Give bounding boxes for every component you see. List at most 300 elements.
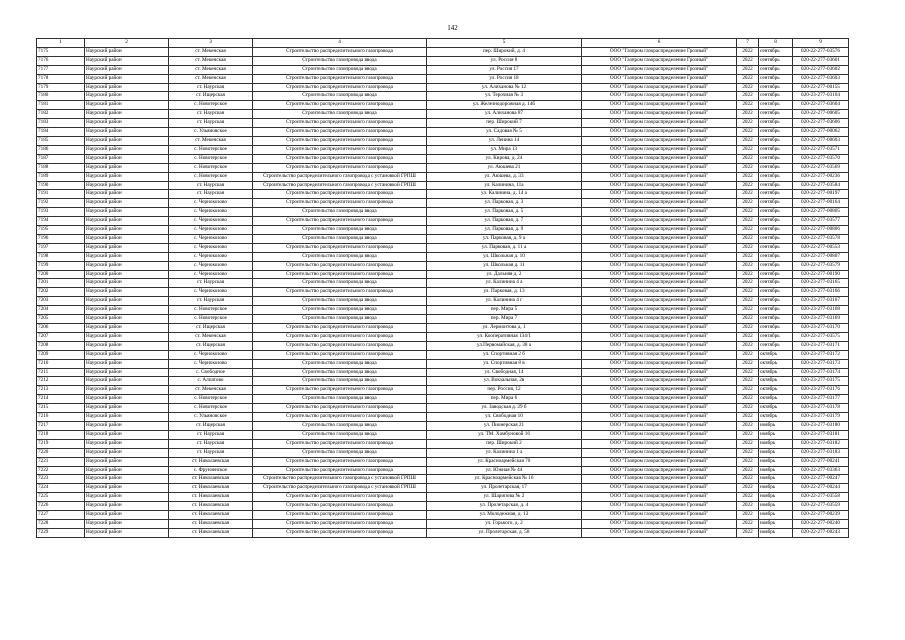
cell-row-number: 7200	[37, 270, 85, 279]
cell-year: 2022	[737, 208, 759, 217]
table-row	[37, 519, 849, 528]
cell-year: 2022	[737, 359, 759, 368]
cell-organization: ООО "Газпром газораспределение Грозный"	[582, 475, 737, 484]
cell-year: 2022	[737, 101, 759, 110]
table-row	[37, 234, 849, 243]
cell-organization: ООО "Газпром газораспределение Грозный"	[582, 288, 737, 297]
cell-registry-code: 020-23-277-03169	[793, 315, 849, 324]
cell-district: Наурский район	[85, 377, 169, 386]
cell-organization: ООО "Газпром газораспределение Грозный"	[582, 457, 737, 466]
table-row	[37, 119, 849, 128]
cell-settlement: с. Новотерское	[169, 404, 253, 413]
cell-work-type: Строительство распределительного газопровода	[253, 404, 427, 413]
cell-organization: ООО "Газпром газораспределение Грозный"	[582, 519, 737, 528]
cell-work-type: Строительство распределительного газопровода	[253, 439, 427, 448]
cell-address: ул. Парковая, д. 3	[427, 199, 582, 208]
cell-district: Наурский район	[85, 395, 169, 404]
cell-organization: ООО "Газпром газораспределение Грозный"	[582, 252, 737, 261]
cell-organization: ООО "Газпром газораспределение Грозный"	[582, 528, 737, 537]
cell-row-number: 7217	[37, 421, 85, 430]
cell-organization: ООО "Газпром газораспределение Грозный"	[582, 421, 737, 430]
cell-organization: ООО "Газпром газораспределение Грозный"	[582, 439, 737, 448]
cell-row-number: 7218	[37, 430, 85, 439]
table-row	[37, 457, 849, 466]
cell-year: 2022	[737, 324, 759, 333]
cell-work-type: Строительство распределительного газопровода	[253, 350, 427, 359]
cell-organization: ООО "Газпром газораспределение Грозный"	[582, 279, 737, 288]
cell-row-number: 7178	[37, 74, 85, 83]
cell-year: 2022	[737, 279, 759, 288]
cell-year: 2022	[737, 243, 759, 252]
cell-address: ул.Первомайская, д. 38 а	[427, 341, 582, 350]
cell-work-type: Строительство газопровода ввода	[253, 306, 427, 315]
cell-month: сентябрь	[759, 199, 793, 208]
cell-work-type: Строительство газопровода ввода	[253, 56, 427, 65]
cell-year: 2022	[737, 484, 759, 493]
cell-row-number: 7215	[37, 404, 85, 413]
cell-work-type: Строительство распределительного газопровода	[253, 493, 427, 502]
cell-organization: ООО "Газпром газораспределение Грозный"	[582, 190, 737, 199]
cell-work-type: Строительство распределительного газопровода	[253, 332, 427, 341]
cell-district: Наурский район	[85, 270, 169, 279]
table-row	[37, 279, 849, 288]
cell-row-number: 7196	[37, 234, 85, 243]
cell-organization: ООО "Газпром газораспределение Грозный"	[582, 359, 737, 368]
cell-row-number: 7223	[37, 475, 85, 484]
cell-registry-code: 020-23-277-03175	[793, 377, 849, 386]
cell-year: 2022	[737, 493, 759, 502]
cell-settlement: с. Алпатово	[169, 377, 253, 386]
cell-settlement: с. Свободное	[169, 368, 253, 377]
cell-work-type: Строительство распределительного газопровода с установкой ГРПШ	[253, 475, 427, 484]
cell-organization: ООО "Газпром газораспределение Грозный"	[582, 448, 737, 457]
cell-registry-code: 020-22-277-00244	[793, 484, 849, 493]
cell-settlement: с. Чернокозово	[169, 208, 253, 217]
table-row	[37, 439, 849, 448]
cell-organization: ООО "Газпром газораспределение Грозный"	[582, 324, 737, 333]
cell-district: Наурский район	[85, 136, 169, 145]
cell-row-number: 7195	[37, 226, 85, 235]
cell-year: 2022	[737, 350, 759, 359]
cell-address: ул. Школьная д. 10	[427, 252, 582, 261]
column-header-8: 8	[759, 39, 793, 48]
cell-registry-code: 020-22-277-00247	[793, 475, 849, 484]
cell-district: Наурский район	[85, 145, 169, 154]
cell-month: сентябрь	[759, 56, 793, 65]
cell-month: сентябрь	[759, 270, 793, 279]
cell-month: ноябрь	[759, 502, 793, 511]
cell-work-type: Строительство распределительного газопровода	[253, 47, 427, 56]
table-row	[37, 226, 849, 235]
cell-settlement: ст. Николаевская	[169, 457, 253, 466]
cell-address: ул. Пролетарская, д. 58	[427, 528, 582, 537]
table-row	[37, 306, 849, 315]
cell-settlement: ст. Наурская	[169, 430, 253, 439]
table-row	[37, 324, 849, 333]
table-row	[37, 270, 849, 279]
column-header-2: 2	[85, 39, 169, 48]
cell-registry-code: 020-22-277-00164	[793, 199, 849, 208]
cell-row-number: 7184	[37, 128, 85, 137]
cell-registry-code: 020-22-277-03558	[793, 493, 849, 502]
cell-work-type: Строительство распределительного газопровода	[253, 324, 427, 333]
cell-work-type: Строительство газопровода ввода	[253, 92, 427, 101]
cell-registry-code: 020-22-277-00062	[793, 128, 849, 137]
cell-work-type: Строительство газопровода ввода	[253, 368, 427, 377]
cell-address: ул. Мира 13	[427, 145, 582, 154]
cell-district: Наурский район	[85, 475, 169, 484]
cell-address: ул. Заводская д. 29 б	[427, 404, 582, 413]
cell-registry-code: 020-23-277-03179	[793, 413, 849, 422]
cell-registry-code: 020-22-277-00603	[793, 136, 849, 145]
cell-work-type: Строительство газопровода ввода	[253, 208, 427, 217]
cell-work-type: Строительство распределительного газопровода	[253, 288, 427, 297]
table-row	[37, 65, 849, 74]
cell-registry-code: 020-23-277-03165	[793, 279, 849, 288]
cell-organization: ООО "Газпром газораспределение Грозный"	[582, 101, 737, 110]
cell-work-type: Строительство распределительного газопровода	[253, 457, 427, 466]
cell-settlement: ст. Николаевская	[169, 493, 253, 502]
cell-month: октябрь	[759, 377, 793, 386]
cell-work-type: Строительство газопровода ввода	[253, 448, 427, 457]
cell-registry-code: 020-22-277-00236	[793, 172, 849, 181]
table-row	[37, 163, 849, 172]
cell-district: Наурский район	[85, 243, 169, 252]
table-row	[37, 511, 849, 520]
cell-registry-code: 020-22-277-03578	[793, 234, 849, 243]
cell-settlement: с. Чернокозово	[169, 350, 253, 359]
cell-registry-code: 020-23-277-03182	[793, 439, 849, 448]
cell-address: ул. Парковая, д. 5	[427, 208, 582, 217]
cell-registry-code: 020-22-277-00605	[793, 110, 849, 119]
cell-row-number: 7201	[37, 279, 85, 288]
cell-address: ул. Ленина 14	[427, 136, 582, 145]
cell-address: пер. Широкий, д. 4	[427, 47, 582, 56]
cell-address: ул. Парковая, д. 11 а	[427, 243, 582, 252]
cell-row-number: 7177	[37, 65, 85, 74]
cell-organization: ООО "Газпром газораспределение Грозный"	[582, 297, 737, 306]
cell-settlement: с. Чернокозово	[169, 199, 253, 208]
cell-month: октябрь	[759, 386, 793, 395]
cell-organization: ООО "Газпром газораспределение Грозный"	[582, 65, 737, 74]
cell-address: ул. Красноармейская № 16	[427, 475, 582, 484]
cell-year: 2022	[737, 47, 759, 56]
cell-address: ул. Пролетарская, 17	[427, 484, 582, 493]
cell-work-type: Строительство распределительного газопровода	[253, 528, 427, 537]
cell-district: Наурский район	[85, 92, 169, 101]
cell-address: ул. Свободная, 14	[427, 368, 582, 377]
cell-year: 2022	[737, 74, 759, 83]
cell-organization: ООО "Газпром газораспределение Грозный"	[582, 413, 737, 422]
cell-registry-code: 020-22-277-03579	[793, 261, 849, 270]
cell-year: 2022	[737, 448, 759, 457]
cell-settlement: с. Новотерское	[169, 163, 253, 172]
cell-row-number: 7187	[37, 154, 85, 163]
cell-row-number: 7197	[37, 243, 85, 252]
table-row	[37, 128, 849, 137]
table-row	[37, 136, 849, 145]
cell-year: 2022	[737, 154, 759, 163]
cell-year: 2022	[737, 110, 759, 119]
cell-organization: ООО "Газпром газораспределение Грозный"	[582, 350, 737, 359]
cell-address: ул. Калинина, д. 14 а	[427, 190, 582, 199]
cell-row-number: 7185	[37, 136, 85, 145]
cell-row-number: 7226	[37, 502, 85, 511]
cell-district: Наурский район	[85, 74, 169, 83]
cell-month: сентябрь	[759, 172, 793, 181]
cell-month: сентябрь	[759, 163, 793, 172]
cell-district: Наурский район	[85, 430, 169, 439]
table-row	[37, 172, 849, 181]
cell-organization: ООО "Газпром газораспределение Грозный"	[582, 386, 737, 395]
cell-row-number: 7222	[37, 466, 85, 475]
cell-district: Наурский район	[85, 65, 169, 74]
cell-settlement: ст. Николаевская	[169, 528, 253, 537]
cell-year: 2022	[737, 56, 759, 65]
cell-year: 2022	[737, 502, 759, 511]
cell-settlement: с. Новотерское	[169, 145, 253, 154]
cell-address: ул. Красноармейская 70	[427, 457, 582, 466]
cell-row-number: 7221	[37, 457, 85, 466]
cell-registry-code: 020-23-277-03174	[793, 368, 849, 377]
cell-district: Наурский район	[85, 439, 169, 448]
cell-district: Наурский район	[85, 288, 169, 297]
cell-work-type: Строительство распределительного газопровода	[253, 261, 427, 270]
cell-month: сентябрь	[759, 154, 793, 163]
cell-year: 2022	[737, 439, 759, 448]
cell-address: ул. Терочная № 3	[427, 92, 582, 101]
cell-work-type: Строительство газопровода ввода	[253, 377, 427, 386]
cell-registry-code: 020-22-277-03604	[793, 101, 849, 110]
cell-work-type: Строительство распределительного газопровода	[253, 270, 427, 279]
cell-registry-code: 020-23-277-03181	[793, 430, 849, 439]
cell-work-type: Строительство распределительного газопровода	[253, 74, 427, 83]
cell-month: сентябрь	[759, 288, 793, 297]
cell-row-number: 7199	[37, 261, 85, 270]
cell-address: ул. Россия 8	[427, 56, 582, 65]
cell-address: ул. Спортивная 8 в	[427, 359, 582, 368]
cell-month: сентябрь	[759, 47, 793, 56]
cell-district: Наурский район	[85, 341, 169, 350]
cell-year: 2022	[737, 65, 759, 74]
cell-registry-code: 020-23-277-03183	[793, 448, 849, 457]
cell-month: ноябрь	[759, 484, 793, 493]
cell-registry-code: 020-23-277-03168	[793, 306, 849, 315]
cell-row-number: 7220	[37, 448, 85, 457]
cell-organization: ООО "Газпром газораспределение Грозный"	[582, 368, 737, 377]
cell-registry-code: 020-22-277-00807	[793, 252, 849, 261]
cell-registry-code: 020-22-277-03575	[793, 332, 849, 341]
cell-year: 2022	[737, 136, 759, 145]
cell-district: Наурский район	[85, 101, 169, 110]
cell-registry-code: 020-23-277-03178	[793, 404, 849, 413]
cell-organization: ООО "Газпром газораспределение Грозный"	[582, 145, 737, 154]
cell-work-type: Строительство распределительного газопровода	[253, 199, 427, 208]
cell-settlement: с. Новотерское	[169, 395, 253, 404]
cell-work-type: Строительство распределительного газопровода	[253, 217, 427, 226]
cell-row-number: 7206	[37, 324, 85, 333]
cell-year: 2022	[737, 217, 759, 226]
cell-row-number: 7214	[37, 395, 85, 404]
cell-registry-code: 020-23-277-03180	[793, 421, 849, 430]
table-row	[37, 350, 849, 359]
table-row	[37, 386, 849, 395]
cell-month: ноябрь	[759, 519, 793, 528]
cell-organization: ООО "Газпром газораспределение Грозный"	[582, 341, 737, 350]
cell-registry-code: 020-23-277-03164	[793, 92, 849, 101]
cell-year: 2022	[737, 457, 759, 466]
cell-address: ул. Садовая № 5	[427, 128, 582, 137]
cell-organization: ООО "Газпром газораспределение Грозный"	[582, 154, 737, 163]
cell-year: 2022	[737, 332, 759, 341]
cell-organization: ООО "Газпром газораспределение Грозный"	[582, 332, 737, 341]
cell-year: 2022	[737, 315, 759, 324]
cell-organization: ООО "Газпром газораспределение Грозный"	[582, 466, 737, 475]
cell-month: сентябрь	[759, 92, 793, 101]
cell-district: Наурский район	[85, 350, 169, 359]
cell-organization: ООО "Газпром газораспределение Грозный"	[582, 83, 737, 92]
cell-year: 2022	[737, 270, 759, 279]
cell-work-type: Строительство распределительного газопровода	[253, 163, 427, 172]
cell-address: ул. Шарипова № 2	[427, 493, 582, 502]
cell-month: ноябрь	[759, 493, 793, 502]
cell-organization: ООО "Газпром газораспределение Грозный"	[582, 128, 737, 137]
cell-row-number: 7188	[37, 163, 85, 172]
cell-year: 2022	[737, 252, 759, 261]
cell-work-type: Строительство газопровода ввода	[253, 279, 427, 288]
cell-work-type: Строительство газопровода ввода	[253, 359, 427, 368]
cell-work-type: Строительство распределительного газопровода	[253, 145, 427, 154]
cell-settlement: ст. Ищерская	[169, 421, 253, 430]
cell-district: Наурский район	[85, 128, 169, 137]
cell-month: сентябрь	[759, 208, 793, 217]
cell-row-number: 7190	[37, 181, 85, 190]
cell-month: октябрь	[759, 413, 793, 422]
cell-registry-code: 020-22-277-00553	[793, 243, 849, 252]
cell-year: 2022	[737, 190, 759, 199]
table-row	[37, 217, 849, 226]
cell-address: ул. Кирова, д. 24	[427, 154, 582, 163]
cell-month: октябрь	[759, 359, 793, 368]
cell-organization: ООО "Газпром газораспределение Грозный"	[582, 136, 737, 145]
column-header-9: 9	[793, 39, 849, 48]
cell-district: Наурский район	[85, 83, 169, 92]
cell-row-number: 7191	[37, 190, 85, 199]
table-row	[37, 92, 849, 101]
cell-district: Наурский район	[85, 421, 169, 430]
table-row	[37, 448, 849, 457]
cell-settlement: ст. Мекенская	[169, 65, 253, 74]
cell-month: октябрь	[759, 395, 793, 404]
cell-year: 2022	[737, 475, 759, 484]
cell-district: Наурский район	[85, 324, 169, 333]
cell-address: ул. Калинина 1 а	[427, 448, 582, 457]
table-row	[37, 208, 849, 217]
table-row	[37, 101, 849, 110]
cell-district: Наурский район	[85, 181, 169, 190]
cell-registry-code: 020-23-277-03173	[793, 359, 849, 368]
cell-month: сентябрь	[759, 110, 793, 119]
cell-work-type: Строительство распределительного газопровода с установкой ГРПШ	[253, 172, 427, 181]
cell-month: ноябрь	[759, 475, 793, 484]
cell-address: пер. Мира 6	[427, 395, 582, 404]
cell-month: ноябрь	[759, 430, 793, 439]
cell-work-type: Строительство распределительного газопровода	[253, 119, 427, 128]
cell-settlement: с. Новотерское	[169, 315, 253, 324]
cell-organization: ООО "Газпром газораспределение Грозный"	[582, 199, 737, 208]
cell-organization: ООО "Газпром газораспределение Грозный"	[582, 47, 737, 56]
cell-year: 2022	[737, 234, 759, 243]
cell-address: ул. Вокзальная, 2в	[427, 377, 582, 386]
cell-year: 2022	[737, 519, 759, 528]
cell-registry-code: 020-22-277-03570	[793, 154, 849, 163]
table-header-row	[37, 39, 849, 48]
cell-district: Наурский район	[85, 119, 169, 128]
cell-district: Наурский район	[85, 172, 169, 181]
cell-district: Наурский район	[85, 226, 169, 235]
cell-address: ул. Школьная д. 11	[427, 261, 582, 270]
cell-address: ул. Аюшева 21	[427, 163, 582, 172]
cell-registry-code: 020-22-277-00805	[793, 208, 849, 217]
cell-district: Наурский район	[85, 502, 169, 511]
cell-settlement: с. Новотерское	[169, 172, 253, 181]
table-row	[37, 395, 849, 404]
cell-row-number: 7227	[37, 511, 85, 520]
cell-address: ул. Парковая, д. 9	[427, 226, 582, 235]
table-row	[37, 56, 849, 65]
cell-address: ул. Кооперативная 134/1	[427, 332, 582, 341]
cell-district: Наурский район	[85, 297, 169, 306]
cell-month: сентябрь	[759, 297, 793, 306]
cell-month: сентябрь	[759, 101, 793, 110]
cell-registry-code: 020-22-277-03584	[793, 181, 849, 190]
table-row	[37, 297, 849, 306]
cell-month: ноябрь	[759, 439, 793, 448]
cell-address: пер. Россия, 12	[427, 386, 582, 395]
cell-row-number: 7224	[37, 484, 85, 493]
cell-work-type: Строительство распределительного газопровода	[253, 386, 427, 395]
cell-month: октябрь	[759, 350, 793, 359]
cell-month: сентябрь	[759, 243, 793, 252]
cell-month: ноябрь	[759, 421, 793, 430]
cell-settlement: ст. Наурская	[169, 190, 253, 199]
cell-year: 2022	[737, 386, 759, 395]
table-row	[37, 475, 849, 484]
cell-settlement: ст. Мекенская	[169, 332, 253, 341]
cell-settlement: с. Фрунзенское	[169, 466, 253, 475]
cell-organization: ООО "Газпром газораспределение Грозный"	[582, 92, 737, 101]
cell-district: Наурский район	[85, 56, 169, 65]
cell-address: ул. Лермонтова д. 1	[427, 324, 582, 333]
cell-district: Наурский район	[85, 315, 169, 324]
cell-month: сентябрь	[759, 217, 793, 226]
column-header-4: 4	[253, 39, 427, 48]
cell-registry-code: 020-23-277-03172	[793, 350, 849, 359]
cell-district: Наурский район	[85, 404, 169, 413]
cell-registry-code: 020-23-277-03171	[793, 341, 849, 350]
cell-registry-code: 020-23-277-03176	[793, 386, 849, 395]
cell-registry-code: 020-23-277-03166	[793, 288, 849, 297]
gas-pipeline-register-table	[36, 38, 849, 538]
cell-settlement: с. Чернокозово	[169, 243, 253, 252]
cell-row-number: 7211	[37, 368, 85, 377]
table-row	[37, 110, 849, 119]
cell-settlement: ст. Наурская	[169, 119, 253, 128]
cell-work-type: Строительство распределительного газопровода	[253, 466, 427, 475]
table-row	[37, 377, 849, 386]
cell-registry-code: 020-22-277-00243	[793, 528, 849, 537]
cell-registry-code: 020-22-277-03576	[793, 47, 849, 56]
